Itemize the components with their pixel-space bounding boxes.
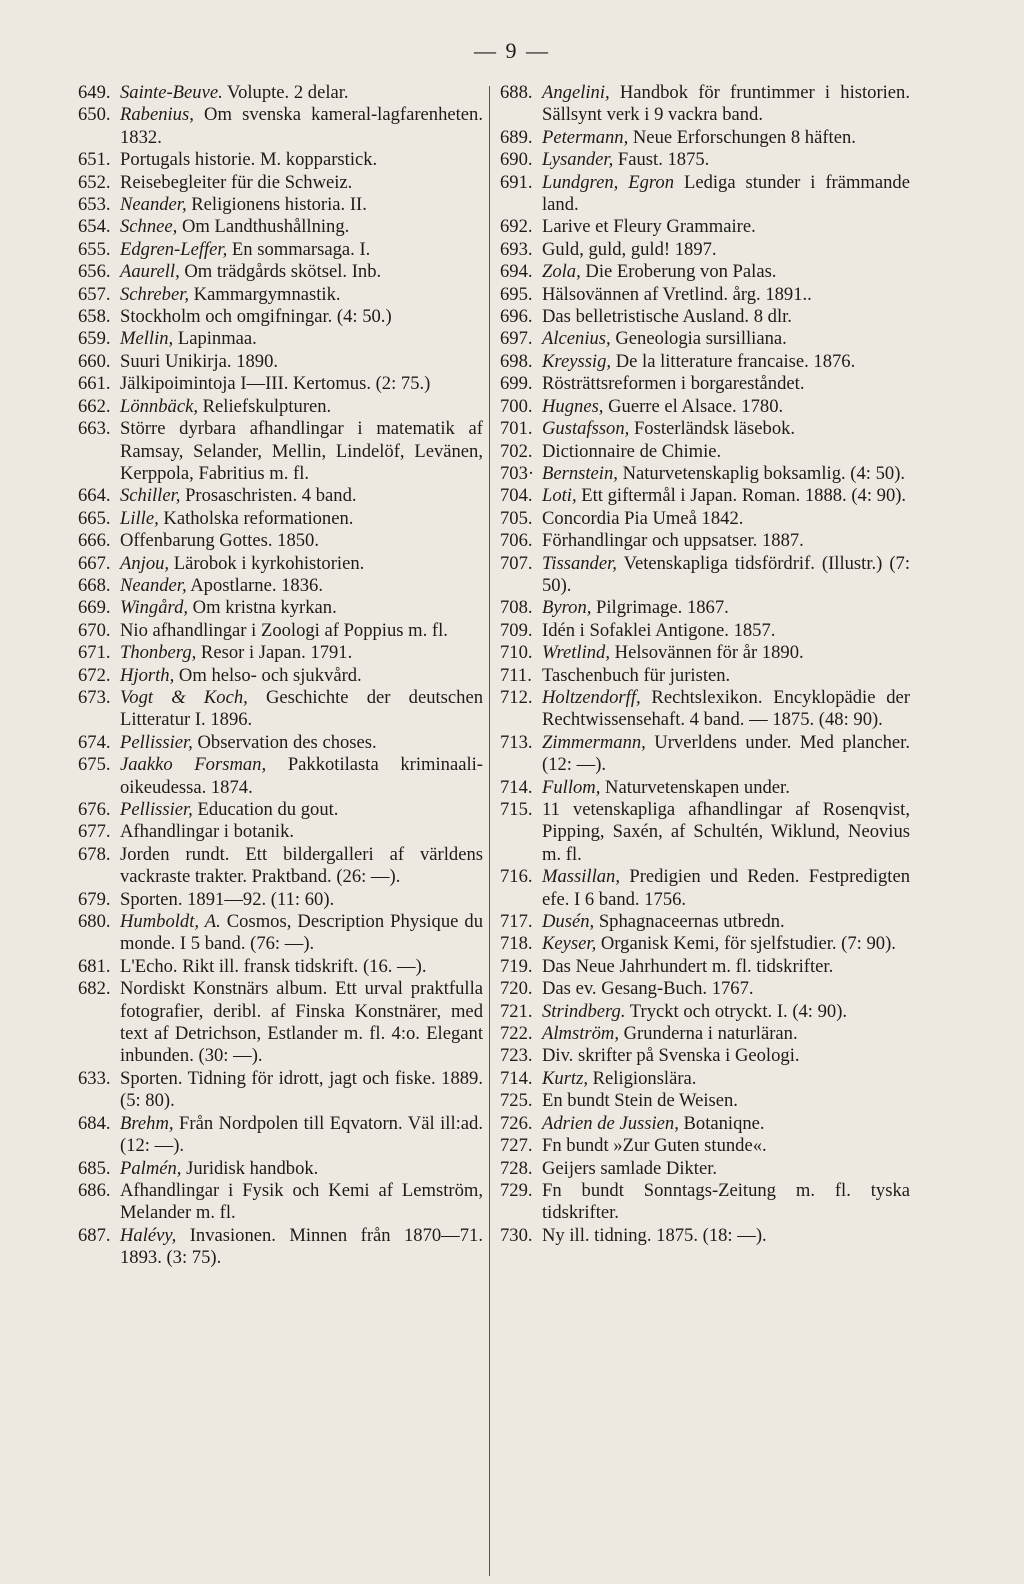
catalog-entry bbox=[500, 597, 910, 619]
catalog-entry bbox=[500, 441, 910, 463]
entry-number: 726. bbox=[500, 1112, 533, 1134]
catalog-entry bbox=[78, 732, 483, 754]
entry-number: 676. bbox=[78, 799, 111, 820]
catalog-entry bbox=[500, 620, 910, 642]
catalog-entry bbox=[500, 911, 910, 933]
entry-number: 659. bbox=[78, 328, 111, 350]
catalog-entry bbox=[78, 754, 483, 799]
catalog-entry bbox=[500, 485, 910, 507]
catalog-entry bbox=[500, 1225, 910, 1247]
entry-number: 730. bbox=[500, 1224, 533, 1246]
entry-number: 704. bbox=[500, 485, 533, 507]
entry-author: Lysander, bbox=[542, 149, 614, 171]
entry-number: 665. bbox=[78, 507, 111, 529]
entry-number: 725. bbox=[500, 1090, 533, 1112]
entry-text: Organisk Kemi, för sjelfstudier. (7: 90). bbox=[596, 933, 896, 955]
catalog-entry bbox=[78, 261, 483, 283]
entry-text: Tryckt och otryckt. I. (4: 90). bbox=[625, 1000, 848, 1022]
catalog-entry bbox=[78, 172, 483, 194]
catalog-entry bbox=[78, 351, 483, 373]
entry-number: 722. bbox=[500, 1023, 533, 1045]
catalog-entry bbox=[500, 553, 910, 598]
entry-text: Om kristna kyrkan. bbox=[188, 597, 337, 619]
entry-text: Faust. 1875. bbox=[613, 149, 710, 171]
entry-author: Strindberg. bbox=[542, 1000, 626, 1022]
catalog-entry bbox=[78, 194, 483, 216]
entry-author: Bernstein, bbox=[542, 462, 618, 484]
catalog-entry bbox=[78, 597, 483, 619]
entry-author: Lönnbäck, bbox=[120, 395, 198, 417]
entry-number: 703· bbox=[500, 462, 535, 484]
entry-text: Om trädgårds skötsel. Inb. bbox=[179, 261, 382, 283]
entry-text: Grunderna i naturläran. bbox=[618, 1023, 798, 1045]
entry-text: Sporten. 1891—92. (11: 60). bbox=[120, 888, 335, 910]
catalog-entry bbox=[500, 463, 910, 485]
catalog-entry bbox=[78, 418, 483, 485]
entry-text: Geijers samlade Dikter. bbox=[542, 1157, 718, 1179]
catalog-entry bbox=[500, 777, 910, 799]
entry-author: Fullom, bbox=[542, 776, 601, 798]
entry-number: 727. bbox=[500, 1135, 533, 1157]
entry-text: Ny ill. tidning. 1875. (18: —). bbox=[542, 1224, 767, 1246]
entry-number: 689. bbox=[500, 126, 533, 148]
entry-text: Urverldens under. Med plancher. (12: —). bbox=[542, 731, 910, 776]
entry-text: Ett giftermål i Japan. Roman. 1888. (4: 90). bbox=[576, 485, 907, 507]
entry-number: 668. bbox=[78, 574, 111, 596]
entry-text: Helsovännen för år 1890. bbox=[610, 642, 804, 664]
entry-text: Pakkotilasta kriminaali-oikeudessa. 1874. bbox=[120, 754, 483, 798]
entry-text: De la litterature francaise. 1876. bbox=[611, 350, 856, 372]
entry-text: En sommarsaga. I. bbox=[227, 238, 371, 260]
entry-author: Neander, bbox=[120, 574, 187, 596]
entry-number: 688. bbox=[500, 82, 533, 103]
catalog-entry bbox=[78, 216, 483, 238]
entry-number: 680. bbox=[78, 911, 111, 933]
entry-text: Juridisk handbok. bbox=[181, 1157, 319, 1179]
catalog-entry bbox=[78, 665, 483, 687]
catalog-entry bbox=[78, 978, 483, 1068]
catalog-entry bbox=[78, 306, 483, 328]
entry-text: Om helso- och sjukvård. bbox=[174, 664, 362, 686]
entry-author: Neander, bbox=[120, 194, 187, 216]
catalog-entry bbox=[500, 396, 910, 418]
entry-text: 11 vetenskapliga afhandlingar af Rosenqvist, Pipping, Saxén, af Schultén, Wiklund, Neovius m. fl. bbox=[542, 799, 910, 865]
catalog-entry bbox=[500, 284, 910, 306]
entry-number: 674. bbox=[78, 731, 111, 753]
entry-text: Rechtslexikon. Encyklopädie der Rechtwissensehaft. 4 band. — 1875. (48: 90). bbox=[542, 686, 910, 731]
entry-author: Alcenius, bbox=[542, 328, 611, 350]
entry-text: Geneologia sursilliana. bbox=[610, 328, 787, 350]
entry-text: Religionens historia. II. bbox=[186, 194, 367, 216]
entry-author: Schiller, bbox=[120, 485, 181, 507]
entry-text: Om svenska kameral-lagfarenheten. 1832. bbox=[120, 104, 483, 148]
catalog-entry bbox=[78, 844, 483, 889]
entry-number: 719. bbox=[500, 955, 533, 977]
entry-number: 666. bbox=[78, 530, 111, 552]
entry-number: 706. bbox=[500, 530, 533, 552]
entry-number: 682. bbox=[78, 978, 111, 1000]
catalog-entry bbox=[78, 328, 483, 350]
catalog-entry bbox=[78, 1180, 483, 1225]
entry-author: Hjorth, bbox=[120, 664, 175, 686]
entry-author: Brehm, bbox=[120, 1112, 174, 1134]
page-number: — 9 — bbox=[474, 38, 550, 63]
entry-number: 729. bbox=[500, 1179, 533, 1201]
entry-text: Neue Erforschungen 8 häften. bbox=[628, 126, 856, 148]
entry-number: 685. bbox=[78, 1157, 111, 1179]
entry-number: 655. bbox=[78, 238, 111, 260]
entry-number: 650. bbox=[78, 104, 111, 126]
entry-text: Rösträttsreformen i borgareståndet. bbox=[542, 373, 805, 395]
catalog-entry bbox=[500, 665, 910, 687]
entry-number: 670. bbox=[78, 619, 111, 641]
catalog-entry bbox=[78, 104, 483, 149]
entry-author: Sainte-Beuve. bbox=[120, 82, 223, 103]
entry-number: 678. bbox=[78, 843, 111, 865]
entry-number: 701. bbox=[500, 418, 533, 440]
catalog-entry bbox=[78, 1225, 483, 1270]
catalog-entry bbox=[500, 149, 910, 171]
entry-author: Halévy, bbox=[120, 1224, 177, 1246]
entry-author: Pellissier, bbox=[120, 731, 193, 753]
catalog-entry bbox=[78, 284, 483, 306]
entry-text: Taschenbuch für juristen. bbox=[542, 664, 731, 686]
entry-number: 717. bbox=[500, 911, 533, 933]
entry-author: Almström, bbox=[542, 1023, 619, 1045]
entry-number: 652. bbox=[78, 171, 111, 193]
entry-text: Div. skrifter på Svenska i Geologi. bbox=[542, 1045, 800, 1067]
catalog-entry bbox=[78, 1113, 483, 1158]
entry-number: 658. bbox=[78, 306, 111, 328]
entry-number: 651. bbox=[78, 149, 111, 171]
entry-text: Guerre el Alsace. 1780. bbox=[603, 395, 784, 417]
entry-number: 708. bbox=[500, 597, 533, 619]
entry-author: Loti, bbox=[542, 485, 577, 507]
catalog-entry bbox=[78, 373, 483, 395]
catalog-entry bbox=[500, 956, 910, 978]
entry-author: Lille, bbox=[120, 507, 159, 529]
entry-text: Fn bundt »Zur Guten stunde«. bbox=[542, 1135, 767, 1157]
entry-text: Idén i Sofaklei Antigone. 1857. bbox=[542, 619, 776, 641]
entry-text: Volupte. 2 delar. bbox=[222, 82, 349, 103]
entry-number: 720. bbox=[500, 978, 533, 1000]
catalog-entry bbox=[78, 530, 483, 552]
catalog-entry bbox=[78, 553, 483, 575]
catalog-entry bbox=[78, 508, 483, 530]
entry-number: 654. bbox=[78, 216, 111, 238]
entry-text: Reisebegleiter für die Schweiz. bbox=[120, 171, 353, 193]
entry-text: Sphagnaceernas utbredn. bbox=[594, 911, 785, 933]
entry-author: Pellissier, bbox=[120, 799, 193, 820]
catalog-entry bbox=[500, 978, 910, 1000]
entry-text: Jorden rundt. Ett bildergalleri af världens vackraste trakter. Praktband. (26: —). bbox=[120, 843, 483, 888]
catalog-entry bbox=[500, 642, 910, 664]
entry-text: Från Nordpolen till Eqvatorn. Väl ill:ad. (12: —). bbox=[120, 1112, 483, 1157]
catalog-entry bbox=[500, 1135, 910, 1157]
entry-number: 663. bbox=[78, 418, 111, 440]
entry-text: Das Neue Jahrhundert m. fl. tidskrifter. bbox=[542, 955, 834, 977]
entry-text: Kammargymnastik. bbox=[189, 283, 341, 305]
column-divider bbox=[489, 86, 490, 1576]
entry-number: 649. bbox=[78, 82, 111, 103]
entry-author: Anjou, bbox=[120, 552, 170, 574]
entry-number: 721. bbox=[500, 1000, 533, 1022]
entry-text: Concordia Pia Umeå 1842. bbox=[542, 507, 744, 529]
entry-text: Vetenskapliga tidsfördrif. (Illustr.) (7: 50). bbox=[542, 552, 910, 596]
entry-text: En bundt Stein de Weisen. bbox=[542, 1090, 738, 1112]
entry-author: Rabenius, bbox=[120, 104, 194, 126]
entry-text: Invasionen. Minnen från 1870—71. 1893. (3: 75). bbox=[120, 1224, 483, 1269]
entry-number: 705. bbox=[500, 507, 533, 529]
entry-number: 696. bbox=[500, 306, 533, 328]
entry-author: Kreyssig, bbox=[542, 350, 612, 372]
catalog-entry bbox=[500, 306, 910, 328]
entry-number: 664. bbox=[78, 485, 111, 507]
entry-text: Die Eroberung von Palas. bbox=[580, 261, 777, 283]
catalog-entry bbox=[500, 1045, 910, 1067]
entry-author: Kurtz, bbox=[542, 1067, 588, 1089]
entry-text: Jälkipoimintoja I—III. Kertomus. (2: 75.) bbox=[120, 373, 431, 395]
entry-number: 672. bbox=[78, 664, 111, 686]
entry-number: 709. bbox=[500, 619, 533, 641]
catalog-entry bbox=[78, 956, 483, 978]
catalog-entry bbox=[500, 127, 910, 149]
entry-text: Naturvetenskaplig boksamlig. (4: 50). bbox=[617, 462, 906, 484]
catalog-entry bbox=[500, 1023, 910, 1045]
entry-text: Nio afhandlingar i Zoologi af Poppius m. fl. bbox=[120, 619, 448, 641]
entry-author: Humboldt, A. bbox=[120, 911, 221, 933]
entry-text: Predigien und Reden. Festpredigten efe. I 6 band. 1756. bbox=[542, 866, 910, 910]
entry-number: 702. bbox=[500, 440, 533, 462]
entry-text: Fn bundt Sonntags-Zeitung m. fl. tyska tidskrifter. bbox=[542, 1179, 910, 1224]
entry-author: Schnee, bbox=[120, 216, 178, 238]
entry-number: 698. bbox=[500, 350, 533, 372]
entry-number: 713. bbox=[500, 731, 533, 753]
entry-text: Observation des choses. bbox=[192, 731, 377, 753]
entry-number: 633. bbox=[78, 1067, 111, 1089]
catalog-entry bbox=[78, 149, 483, 171]
catalog-entry bbox=[78, 799, 483, 821]
entry-text: Pilgrimage. 1867. bbox=[591, 597, 729, 619]
entry-text: Dictionnaire de Chimie. bbox=[542, 440, 722, 462]
entry-text: Religionslära. bbox=[588, 1067, 697, 1089]
entry-number: 656. bbox=[78, 261, 111, 283]
entry-author: Zola, bbox=[542, 261, 581, 283]
entry-text: Prosaschristen. 4 band. bbox=[180, 485, 357, 507]
entry-author: Thonberg, bbox=[120, 642, 197, 664]
entry-text: Das ev. Gesang-Buch. 1767. bbox=[542, 978, 754, 1000]
entry-number: 707. bbox=[500, 552, 533, 574]
catalog-entry bbox=[78, 575, 483, 597]
entry-text: Apostlarne. 1836. bbox=[186, 574, 323, 596]
entry-number: 715. bbox=[500, 799, 533, 820]
entry-number: 669. bbox=[78, 597, 111, 619]
entry-number: 712. bbox=[500, 686, 533, 708]
catalog-entry bbox=[500, 351, 910, 373]
entry-number: 699. bbox=[500, 373, 533, 395]
entry-number: 718. bbox=[500, 933, 533, 955]
entry-text: Lediga stunder i främmande land. bbox=[542, 171, 910, 216]
catalog-entry bbox=[500, 933, 910, 955]
catalog-entry bbox=[78, 687, 483, 732]
catalog-entry bbox=[500, 82, 910, 127]
catalog-entry bbox=[78, 889, 483, 911]
entry-number: 723. bbox=[500, 1045, 533, 1067]
entry-text: Geschichte der deutschen Litteratur I. 1896. bbox=[120, 686, 484, 731]
entry-text: Reliefskulpturen. bbox=[197, 395, 332, 417]
entry-author: Dusén, bbox=[542, 911, 595, 933]
entry-number: 714. bbox=[500, 1067, 533, 1089]
entry-number: 716. bbox=[500, 866, 533, 888]
entry-author: Massillan, bbox=[542, 866, 620, 888]
entry-author: Lundgren, Egron bbox=[542, 171, 675, 193]
catalog-entry bbox=[500, 1180, 910, 1225]
catalog-entry bbox=[500, 1001, 910, 1023]
entry-number: 711. bbox=[500, 664, 532, 686]
entry-text: Lärobok i kyrkohistorien. bbox=[169, 552, 365, 574]
entry-number: 693. bbox=[500, 238, 533, 260]
entry-text: Afhandlingar i botanik. bbox=[120, 821, 295, 843]
entry-number: 697. bbox=[500, 328, 533, 350]
entry-author: Edgren-Leffer, bbox=[120, 238, 228, 260]
entry-text: Education du gout. bbox=[192, 799, 339, 820]
entry-author: Wretlind, bbox=[542, 642, 611, 664]
entry-number: 679. bbox=[78, 888, 111, 910]
entry-author: Adrien de Jussien, bbox=[542, 1112, 679, 1134]
catalog-entry bbox=[500, 239, 910, 261]
entry-text: Larive et Fleury Grammaire. bbox=[542, 216, 756, 238]
entry-text: Förhandlingar och uppsatser. 1887. bbox=[542, 530, 804, 552]
left-column bbox=[78, 82, 483, 1270]
catalog-entry bbox=[500, 261, 910, 283]
entry-text: Offenbarung Gottes. 1850. bbox=[120, 530, 319, 552]
entry-number: 700. bbox=[500, 395, 533, 417]
entry-text: Fosterländsk läsebok. bbox=[629, 418, 796, 440]
entry-number: 687. bbox=[78, 1224, 111, 1246]
entry-number: 657. bbox=[78, 283, 111, 305]
entry-author: Gustafsson, bbox=[542, 418, 630, 440]
entry-number: 671. bbox=[78, 642, 111, 664]
entry-author: Keyser, bbox=[542, 933, 597, 955]
entry-author: Mellin, bbox=[120, 328, 174, 350]
entry-text: Resor i Japan. 1791. bbox=[196, 642, 353, 664]
entry-number: 667. bbox=[78, 552, 111, 574]
entry-text: Guld, guld, guld! 1897. bbox=[542, 238, 717, 260]
entry-text: Suuri Unikirja. 1890. bbox=[120, 350, 279, 372]
entry-author: Angelini, bbox=[542, 82, 610, 103]
catalog-entry bbox=[500, 1090, 910, 1112]
entry-number: 691. bbox=[500, 171, 533, 193]
entry-author: Tissander, bbox=[542, 552, 617, 574]
entry-text: Sporten. Tidning för idrott, jagt och fiske. 1889. (5: 80). bbox=[120, 1067, 483, 1112]
catalog-entry bbox=[500, 216, 910, 238]
catalog-entry bbox=[78, 485, 483, 507]
entry-text: Naturvetenskapen under. bbox=[600, 776, 790, 798]
entry-author: Wingård, bbox=[120, 597, 189, 619]
entry-number: 673. bbox=[78, 686, 111, 708]
entry-text: Afhandlingar i Fysik och Kemi af Lemström, Melander m. fl. bbox=[120, 1179, 483, 1224]
entry-number: 714. bbox=[500, 776, 533, 798]
catalog-entry bbox=[500, 530, 910, 552]
catalog-entry bbox=[500, 866, 910, 911]
entry-number: 660. bbox=[78, 350, 111, 372]
entry-number: 728. bbox=[500, 1157, 533, 1179]
catalog-entry bbox=[500, 687, 910, 732]
entry-author: Palmén, bbox=[120, 1157, 182, 1179]
catalog-entry bbox=[500, 1068, 910, 1090]
entry-number: 710. bbox=[500, 642, 533, 664]
entry-number: 653. bbox=[78, 194, 111, 216]
right-column bbox=[500, 82, 910, 1247]
catalog-entry bbox=[500, 373, 910, 395]
catalog-entry bbox=[78, 911, 483, 956]
entry-number: 686. bbox=[78, 1179, 111, 1201]
entry-number: 675. bbox=[78, 754, 111, 776]
entry-text: Cosmos, Description Physique du monde. I 5 band. (76: —). bbox=[120, 911, 483, 955]
entry-text: L'Echo. Rikt ill. fransk tidskrift. (16. —). bbox=[120, 955, 427, 977]
entry-author: Jaakko Forsman, bbox=[120, 754, 267, 776]
entry-text: Katholska reformationen. bbox=[158, 507, 354, 529]
entry-number: 692. bbox=[500, 216, 533, 238]
entry-text: Lapinmaa. bbox=[173, 328, 257, 350]
catalog-entry bbox=[78, 82, 483, 104]
entry-text: Portugals historie. M. kopparstick. bbox=[120, 149, 378, 171]
catalog-entry bbox=[500, 328, 910, 350]
entry-author: Byron, bbox=[542, 597, 592, 619]
entry-author: Zimmermann, bbox=[542, 731, 646, 753]
entry-text: Om Landthushållning. bbox=[177, 216, 350, 238]
catalog-entry bbox=[78, 620, 483, 642]
entry-author: Vogt & Koch, bbox=[120, 686, 248, 708]
entry-number: 690. bbox=[500, 149, 533, 171]
catalog-entry bbox=[78, 396, 483, 418]
entry-number: 677. bbox=[78, 821, 111, 843]
entry-author: Schreber, bbox=[120, 283, 190, 305]
entry-author: Aaurell, bbox=[120, 261, 180, 283]
catalog-entry bbox=[78, 642, 483, 664]
catalog-entry bbox=[78, 1158, 483, 1180]
entry-text: Botaniqne. bbox=[678, 1112, 765, 1134]
entry-text: Stockholm och omgifningar. (4: 50.) bbox=[120, 306, 392, 328]
entry-author: Hugnes, bbox=[542, 395, 604, 417]
entry-author: Petermann, bbox=[542, 126, 629, 148]
catalog-entry bbox=[500, 799, 910, 866]
entry-text: Nordiskt Konstnärs album. Ett urval praktfulla fotografier, deribl. af Finska Konstnärer, med text af Detrichson, Estlander m. fl. 4:o. Elegant inbunden. (30: —). bbox=[120, 978, 483, 1067]
entry-number: 694. bbox=[500, 261, 533, 283]
catalog-entry bbox=[500, 1113, 910, 1135]
entry-number: 662. bbox=[78, 395, 111, 417]
entry-number: 684. bbox=[78, 1112, 111, 1134]
catalog-entry bbox=[500, 418, 910, 440]
catalog-entry bbox=[500, 732, 910, 777]
entry-text: Hälsovännen af Vretlind. årg. 1891.. bbox=[542, 283, 812, 305]
entry-text: Das belletristische Ausland. 8 dlr. bbox=[542, 306, 792, 328]
entry-text: Handbok för fruntimmer i historien. Sällsynt verk i 9 vackra band. bbox=[542, 82, 910, 126]
entry-text: Större dyrbara afhandlingar i matematik af Ramsay, Selander, Mellin, Lindelöf, Levänen, Kerppola, Fabritius m. fl. bbox=[120, 418, 483, 484]
catalog-entry bbox=[500, 1158, 910, 1180]
entry-number: 681. bbox=[78, 955, 111, 977]
entry-author: Holtzendorff, bbox=[542, 686, 641, 708]
catalog-entry bbox=[78, 1068, 483, 1113]
entry-number: 661. bbox=[78, 373, 111, 395]
catalog-entry bbox=[500, 172, 910, 217]
catalog-entry bbox=[500, 508, 910, 530]
entry-number: 695. bbox=[500, 283, 533, 305]
catalog-entry bbox=[78, 239, 483, 261]
catalog-entry bbox=[78, 821, 483, 843]
